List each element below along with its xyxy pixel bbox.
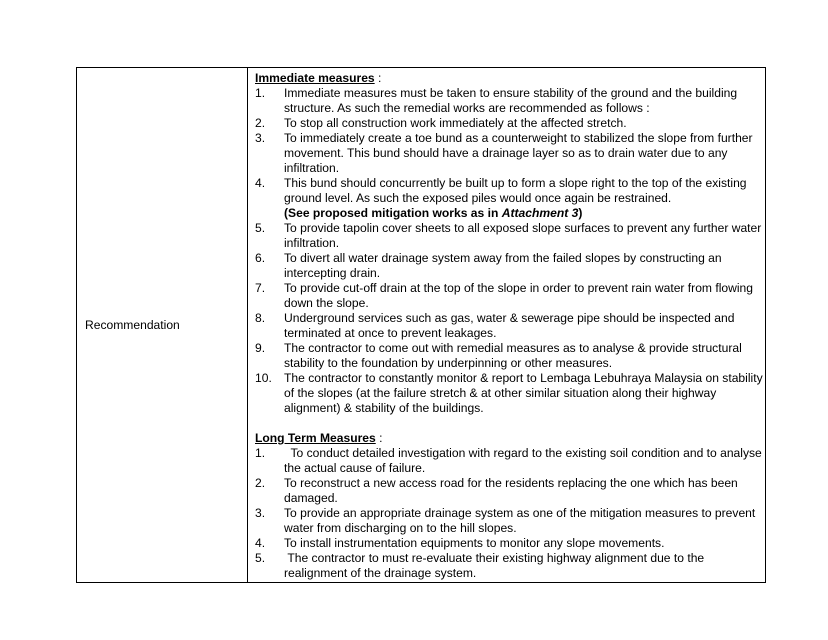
list-item-text: Immediate measures must be taken to ensure stability of the ground and the building structure. As such the remedial works are recommended as follows : (284, 86, 738, 115)
list-item (255, 506, 765, 536)
list-item (255, 221, 765, 251)
list-item (255, 551, 765, 581)
list-item (255, 116, 765, 131)
list-item-text: To conduct detailed investigation with regard to the existing soil condition and to analyse the actual cause of failure. (284, 446, 762, 475)
list-item-number: 8. (255, 311, 266, 325)
list-item-number: 6. (255, 251, 266, 265)
list-item-number: 10. (255, 371, 272, 385)
list-item-text: The contractor to must re-evaluate their existing highway alignment due to the realignment of the drainage system. (284, 551, 705, 580)
list-item-number: 3. (255, 131, 266, 145)
immediate-measures-list (255, 86, 765, 416)
list-item (255, 131, 765, 176)
list-item (255, 536, 765, 551)
row-label: Recommendation (85, 317, 180, 332)
list-item-text: The contractor to come out with remedial measures as to analyse & provide structural stability to the foundation by underpinning or other measures. (284, 341, 742, 370)
row-label-cell (77, 68, 247, 582)
list-item (255, 281, 765, 311)
list-item-number: 1. (255, 446, 266, 460)
list-item (255, 371, 765, 416)
list-item (255, 176, 765, 221)
list-item-text: To provide an appropriate drainage system as one of the mitigation measures to prevent water from discharging on to the hill slopes. (284, 506, 756, 535)
list-item-text: To immediately create a toe bund as a counterweight to stabilized the slope from further movement. This bund should have a drainage layer so as to drain water due to any infiltration. (284, 131, 753, 175)
list-item-text: To divert all water drainage system away from the failed slopes by constructing an intercepting drain. (284, 251, 722, 280)
list-item-text: To provide cut-off drain at the top of the slope in order to prevent rain water from flowing down the slope. (284, 281, 753, 310)
list-item-number: 2. (255, 116, 266, 130)
attachment-reference-prefix: (See proposed mitigation works as in (284, 206, 502, 220)
list-item (255, 251, 765, 281)
recommendation-table (76, 67, 766, 583)
list-item-text: This bund should concurrently be built up to form a slope right to the top of the existing ground level. As such the exposed piles would once again be restrained. (284, 176, 747, 205)
list-item-text: To install instrumentation equipments to monitor any slope movements. (284, 536, 665, 550)
list-item-text: To reconstruct a new access road for the residents replacing the one which has been damaged. (284, 476, 738, 505)
list-item-number: 9. (255, 341, 266, 355)
list-item-number: 4. (255, 176, 266, 190)
long-term-heading-line (255, 431, 765, 446)
long-term-measures-list (255, 446, 765, 581)
list-item (255, 476, 765, 506)
list-item-number: 7. (255, 281, 266, 295)
heading-colon: : (374, 71, 382, 85)
list-item (255, 446, 765, 476)
long-term-measures-heading: Long Term Measures (255, 431, 376, 445)
list-item-number: 5. (255, 221, 266, 235)
list-item-number: 1. (255, 86, 266, 100)
attachment-name: Attachment 3 (501, 206, 579, 220)
list-item (255, 341, 765, 371)
list-item-number: 4. (255, 536, 266, 550)
column-divider (247, 68, 248, 582)
attachment-reference-suffix: ) (578, 206, 583, 220)
list-item (255, 311, 765, 341)
attachment-reference (284, 206, 582, 220)
list-item-number: 5. (255, 551, 266, 565)
content-cell (255, 71, 765, 581)
list-item-number: 2. (255, 476, 266, 490)
list-item-text: The contractor to constantly monitor & report to Lembaga Lebuhraya Malaysia on stability of the slopes (at the failure stretch & at other similar situation along their highway alignment) & stability of the buildings. (284, 371, 763, 415)
list-item-text: To stop all construction work immediately at the affected stretch. (284, 116, 627, 130)
list-item-number: 3. (255, 506, 266, 520)
immediate-measures-heading: Immediate measures (255, 71, 375, 85)
list-item-text: Underground services such as gas, water & sewerage pipe should be inspected and terminated at once to prevent leakages. (284, 311, 735, 340)
immediate-measures-heading-line (255, 71, 765, 86)
section-spacer (255, 416, 765, 431)
list-item-text: To provide tapolin cover sheets to all exposed slope surfaces to prevent any further water infiltration. (284, 221, 762, 250)
heading-colon: : (375, 431, 383, 445)
list-item (255, 86, 765, 116)
